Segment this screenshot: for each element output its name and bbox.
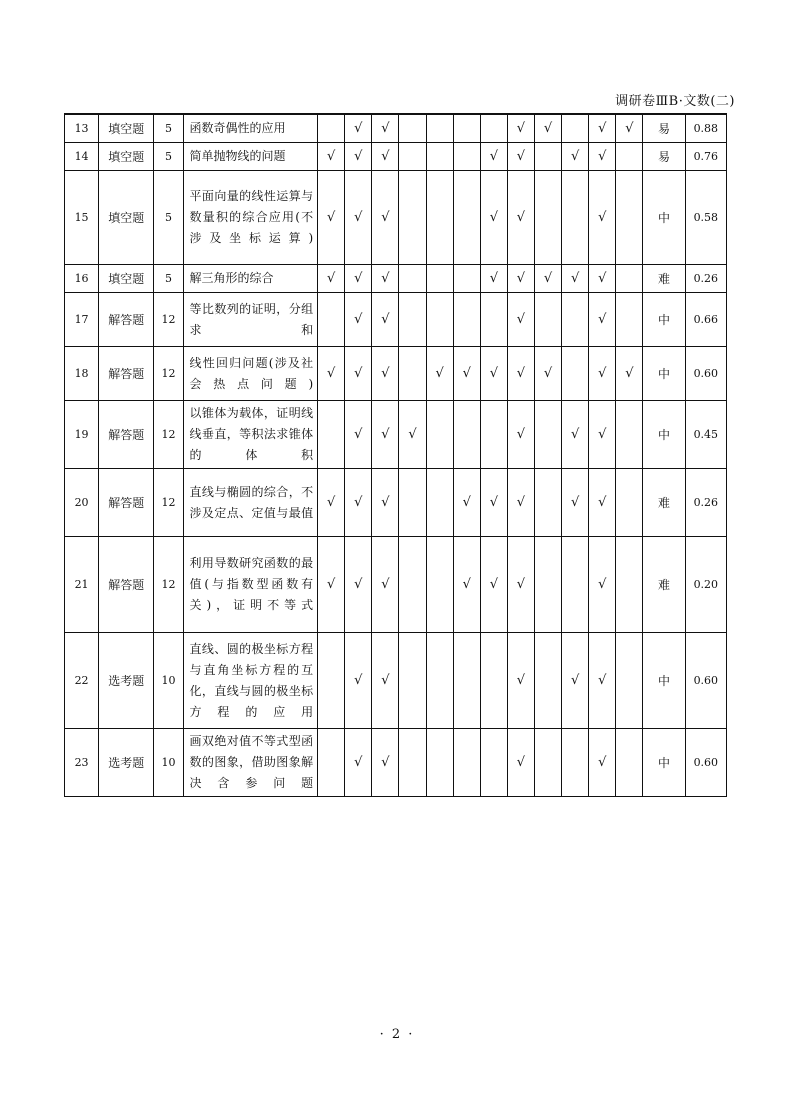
check-cell: [453, 143, 480, 171]
score-cell: 12: [154, 537, 183, 633]
exam-header-title: 调研卷ⅢB·文数(二): [615, 94, 735, 109]
check-cell: √: [345, 537, 372, 633]
page-number: · 2 ·: [379, 1027, 415, 1042]
question-type-cell: 选考题: [99, 729, 154, 797]
check-cell: √: [480, 265, 507, 293]
check-cell: √: [589, 265, 616, 293]
check-cell: √: [589, 729, 616, 797]
score-cell: 5: [154, 115, 183, 143]
check-cell: √: [399, 401, 426, 469]
check-cell: √: [480, 171, 507, 265]
score-rate-cell: 0.58: [685, 171, 726, 265]
score-rate-cell: 0.60: [685, 729, 726, 797]
check-cell: [426, 293, 453, 347]
check-cell: [426, 537, 453, 633]
difficulty-cell: 中: [643, 347, 685, 401]
topic-cell: 利用导数研究函数的最值(与指数型函数有关)，证明不等式: [183, 537, 318, 633]
score-cell: 12: [154, 469, 183, 537]
check-cell: √: [562, 401, 589, 469]
table-row: [65, 537, 727, 633]
check-cell: √: [318, 469, 345, 537]
difficulty-cell: 中: [643, 171, 685, 265]
question-number-cell: 22: [65, 633, 99, 729]
check-cell: [453, 265, 480, 293]
check-cell: [318, 633, 345, 729]
check-cell: √: [345, 347, 372, 401]
check-cell: √: [372, 347, 399, 401]
topic-cell: 以锥体为载体，证明线线垂直，等积法求锥体的体积: [183, 401, 318, 469]
difficulty-cell: 难: [643, 469, 685, 537]
check-cell: [399, 469, 426, 537]
score-cell: 5: [154, 171, 183, 265]
difficulty-cell: 难: [643, 265, 685, 293]
check-cell: √: [507, 293, 534, 347]
check-cell: [318, 293, 345, 347]
check-cell: √: [372, 115, 399, 143]
check-cell: [616, 469, 643, 537]
question-number-cell: 16: [65, 265, 99, 293]
check-cell: √: [535, 115, 562, 143]
check-cell: [562, 171, 589, 265]
check-cell: √: [345, 265, 372, 293]
check-cell: √: [589, 401, 616, 469]
check-cell: [399, 143, 426, 171]
score-rate-cell: 0.76: [685, 143, 726, 171]
check-cell: √: [507, 633, 534, 729]
check-cell: √: [318, 265, 345, 293]
table-row: [65, 347, 727, 401]
table-row: [65, 293, 727, 347]
check-cell: √: [372, 143, 399, 171]
check-cell: [426, 633, 453, 729]
question-number-cell: 21: [65, 537, 99, 633]
score-cell: 5: [154, 143, 183, 171]
check-cell: [535, 171, 562, 265]
check-cell: √: [616, 115, 643, 143]
question-number-cell: 15: [65, 171, 99, 265]
difficulty-cell: 中: [643, 401, 685, 469]
check-cell: [453, 401, 480, 469]
check-cell: [535, 469, 562, 537]
check-cell: [426, 143, 453, 171]
check-cell: [616, 537, 643, 633]
check-cell: √: [318, 347, 345, 401]
check-cell: [616, 293, 643, 347]
check-cell: √: [507, 115, 534, 143]
check-cell: √: [318, 537, 345, 633]
check-cell: √: [562, 143, 589, 171]
check-cell: √: [535, 265, 562, 293]
score-rate-cell: 0.20: [685, 537, 726, 633]
check-cell: [426, 115, 453, 143]
topic-cell: 解三角形的综合: [183, 265, 318, 293]
check-cell: [562, 729, 589, 797]
check-cell: √: [345, 729, 372, 797]
check-cell: [318, 729, 345, 797]
difficulty-cell: 中: [643, 633, 685, 729]
exam-analysis-table: [64, 114, 727, 797]
check-cell: √: [507, 401, 534, 469]
check-cell: [562, 537, 589, 633]
topic-cell: 函数奇偶性的应用: [183, 115, 318, 143]
check-cell: √: [480, 469, 507, 537]
check-cell: [399, 171, 426, 265]
check-cell: √: [562, 469, 589, 537]
check-cell: [426, 171, 453, 265]
question-number-cell: 14: [65, 143, 99, 171]
check-cell: [480, 401, 507, 469]
question-type-cell: 解答题: [99, 469, 154, 537]
check-cell: [535, 633, 562, 729]
question-type-cell: 填空题: [99, 115, 154, 143]
check-cell: √: [507, 171, 534, 265]
check-cell: [453, 633, 480, 729]
topic-cell: 等比数列的证明，分组求和: [183, 293, 318, 347]
topic-cell: 画双绝对值不等式型函数的图象，借助图象解决含参问题: [183, 729, 318, 797]
check-cell: √: [480, 143, 507, 171]
check-cell: [318, 115, 345, 143]
check-cell: [616, 171, 643, 265]
check-cell: [399, 115, 426, 143]
check-cell: √: [372, 293, 399, 347]
question-number-cell: 20: [65, 469, 99, 537]
check-cell: √: [507, 347, 534, 401]
question-number-cell: 18: [65, 347, 99, 401]
check-cell: √: [589, 347, 616, 401]
check-cell: √: [372, 469, 399, 537]
check-cell: [426, 401, 453, 469]
check-cell: [426, 265, 453, 293]
score-cell: 12: [154, 293, 183, 347]
question-type-cell: 解答题: [99, 401, 154, 469]
question-type-cell: 填空题: [99, 143, 154, 171]
check-cell: √: [345, 633, 372, 729]
check-cell: √: [535, 347, 562, 401]
score-rate-cell: 0.88: [685, 115, 726, 143]
check-cell: [399, 729, 426, 797]
check-cell: √: [318, 171, 345, 265]
check-cell: √: [372, 265, 399, 293]
difficulty-cell: 难: [643, 537, 685, 633]
check-cell: [535, 143, 562, 171]
check-cell: [535, 293, 562, 347]
check-cell: √: [372, 633, 399, 729]
check-cell: √: [345, 401, 372, 469]
table-row: [65, 115, 727, 143]
check-cell: [480, 293, 507, 347]
check-cell: [399, 293, 426, 347]
score-cell: 10: [154, 729, 183, 797]
score-rate-cell: 0.26: [685, 265, 726, 293]
check-cell: √: [589, 171, 616, 265]
check-cell: [399, 347, 426, 401]
check-cell: [616, 401, 643, 469]
check-cell: √: [589, 293, 616, 347]
check-cell: [453, 115, 480, 143]
table-body: [65, 115, 727, 797]
score-cell: 10: [154, 633, 183, 729]
score-rate-cell: 0.60: [685, 347, 726, 401]
check-cell: [616, 729, 643, 797]
check-cell: [562, 347, 589, 401]
check-cell: [562, 115, 589, 143]
table-row: [65, 401, 727, 469]
score-cell: 12: [154, 401, 183, 469]
check-cell: √: [345, 171, 372, 265]
check-cell: [453, 729, 480, 797]
check-cell: √: [507, 729, 534, 797]
check-cell: √: [480, 537, 507, 633]
check-cell: √: [507, 265, 534, 293]
topic-cell: 线性回归问题(涉及社会热点问题): [183, 347, 318, 401]
check-cell: [399, 265, 426, 293]
question-number-cell: 17: [65, 293, 99, 347]
question-type-cell: 解答题: [99, 293, 154, 347]
table-row: [65, 729, 727, 797]
question-type-cell: 填空题: [99, 265, 154, 293]
check-cell: √: [507, 469, 534, 537]
check-cell: √: [453, 469, 480, 537]
check-cell: √: [562, 265, 589, 293]
check-cell: √: [318, 143, 345, 171]
check-cell: √: [453, 347, 480, 401]
topic-cell: 平面向量的线性运算与数量积的综合应用(不涉及坐标运算): [183, 171, 318, 265]
check-cell: √: [372, 537, 399, 633]
score-rate-cell: 0.26: [685, 469, 726, 537]
check-cell: √: [589, 469, 616, 537]
topic-cell: 简单抛物线的问题: [183, 143, 318, 171]
table-row: [65, 143, 727, 171]
check-cell: √: [589, 537, 616, 633]
check-cell: [535, 729, 562, 797]
check-cell: √: [589, 143, 616, 171]
check-cell: √: [372, 401, 399, 469]
check-cell: [453, 293, 480, 347]
check-cell: √: [616, 347, 643, 401]
score-cell: 12: [154, 347, 183, 401]
check-cell: √: [372, 729, 399, 797]
difficulty-cell: 中: [643, 729, 685, 797]
check-cell: √: [480, 347, 507, 401]
check-cell: [480, 729, 507, 797]
check-cell: √: [372, 171, 399, 265]
check-cell: [318, 401, 345, 469]
topic-cell: 直线、圆的极坐标方程与直角坐标方程的互化，直线与圆的极坐标方程的应用: [183, 633, 318, 729]
question-type-cell: 选考题: [99, 633, 154, 729]
check-cell: √: [453, 537, 480, 633]
score-rate-cell: 0.66: [685, 293, 726, 347]
check-cell: √: [426, 347, 453, 401]
check-cell: [426, 469, 453, 537]
question-type-cell: 解答题: [99, 537, 154, 633]
question-number-cell: 13: [65, 115, 99, 143]
check-cell: √: [345, 115, 372, 143]
check-cell: [535, 401, 562, 469]
check-cell: [399, 633, 426, 729]
difficulty-cell: 易: [643, 115, 685, 143]
check-cell: √: [345, 469, 372, 537]
check-cell: [616, 265, 643, 293]
check-cell: √: [507, 143, 534, 171]
question-number-cell: 19: [65, 401, 99, 469]
question-number-cell: 23: [65, 729, 99, 797]
table-row: [65, 265, 727, 293]
topic-cell: 直线与椭圆的综合，不涉及定点、定值与最值: [183, 469, 318, 537]
check-cell: √: [589, 115, 616, 143]
check-cell: √: [507, 537, 534, 633]
difficulty-cell: 中: [643, 293, 685, 347]
score-rate-cell: 0.45: [685, 401, 726, 469]
difficulty-cell: 易: [643, 143, 685, 171]
check-cell: [616, 633, 643, 729]
check-cell: √: [345, 143, 372, 171]
check-cell: [562, 293, 589, 347]
check-cell: [453, 171, 480, 265]
check-cell: [399, 537, 426, 633]
check-cell: [480, 633, 507, 729]
table-row: [65, 469, 727, 537]
check-cell: √: [589, 633, 616, 729]
score-cell: 5: [154, 265, 183, 293]
table-row: [65, 171, 727, 265]
check-cell: [616, 143, 643, 171]
question-type-cell: 填空题: [99, 171, 154, 265]
check-cell: [426, 729, 453, 797]
check-cell: √: [562, 633, 589, 729]
check-cell: [480, 115, 507, 143]
question-type-cell: 解答题: [99, 347, 154, 401]
table-row: [65, 633, 727, 729]
score-rate-cell: 0.60: [685, 633, 726, 729]
check-cell: [535, 537, 562, 633]
check-cell: √: [345, 293, 372, 347]
